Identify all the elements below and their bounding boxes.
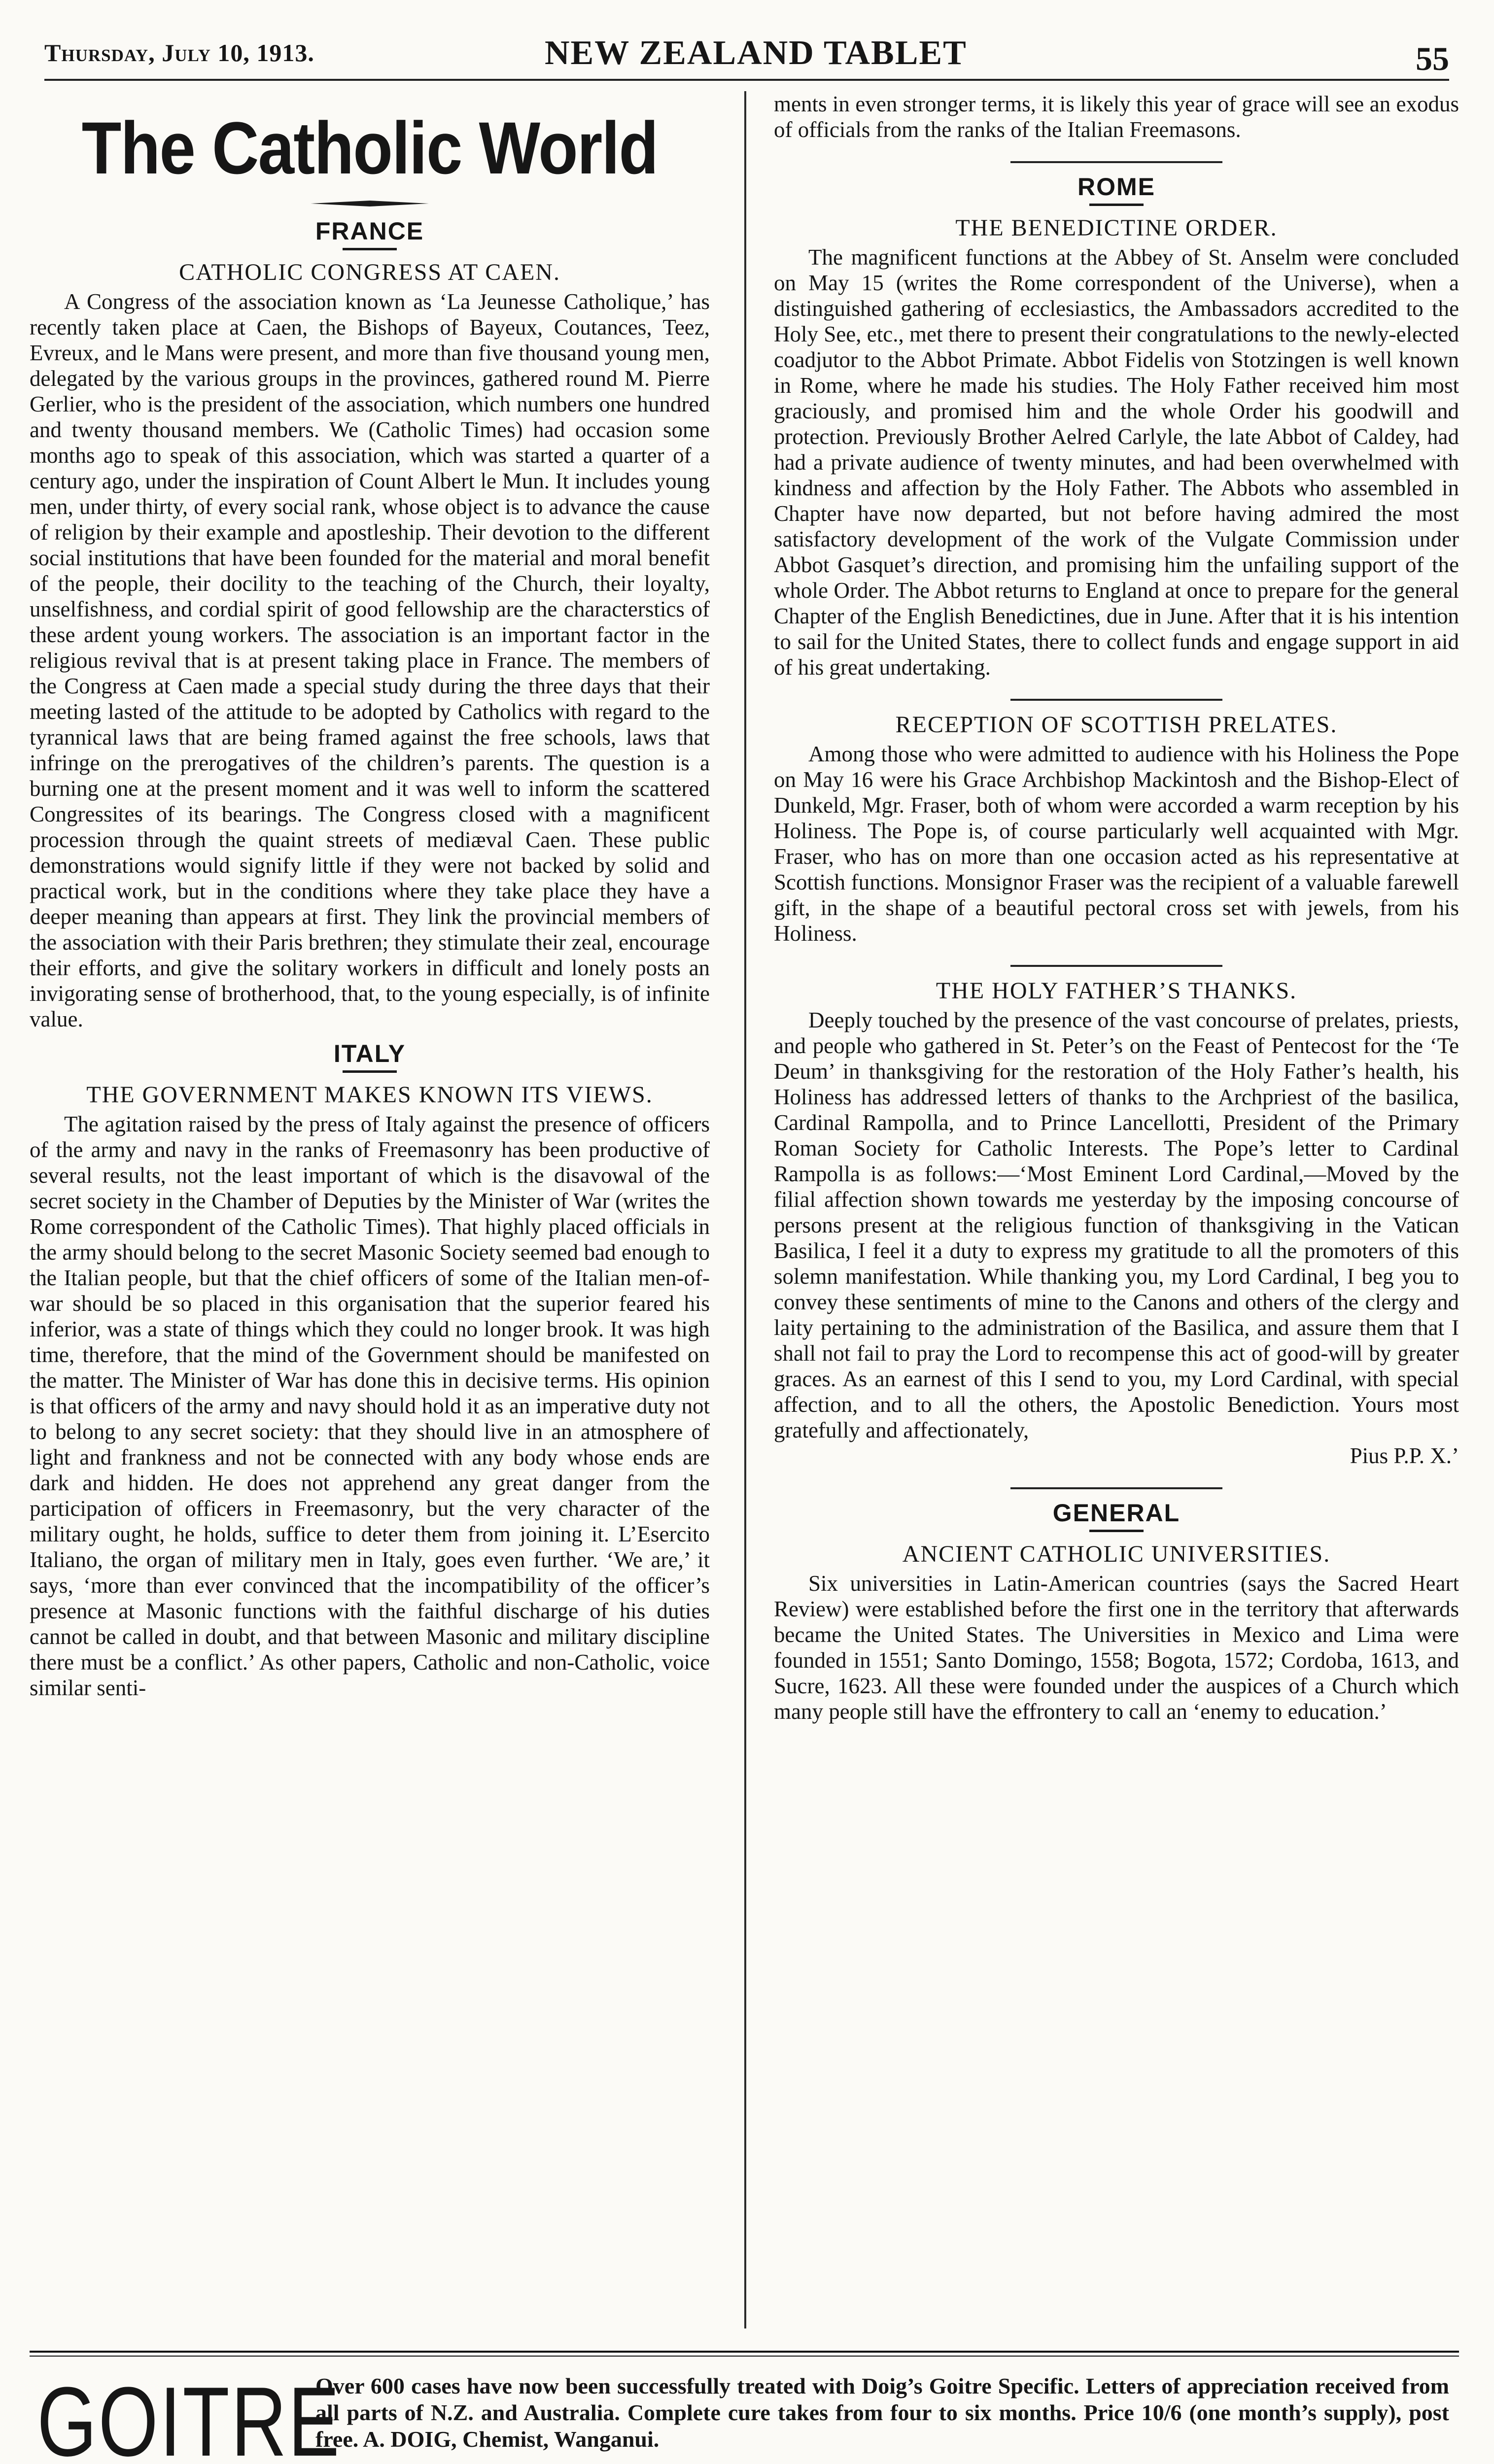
advert-body: Over 600 cases have now been successfully treated with Doig’s Goitre Specific. Letters of appreciation received from all parts of N.Z. and Australia. Complete cure takes from four to six months. Price 10/6 (one month’s supply), post free. A. DOIG, Chemist, Wanganui.	[315, 2373, 1449, 2452]
section-underline	[343, 1070, 397, 1073]
ornament-rule	[311, 200, 429, 207]
section-france: FRANCE	[315, 217, 424, 245]
article-rule	[1010, 965, 1222, 967]
section-general: GENERAL	[1052, 1499, 1181, 1527]
column-divider	[744, 91, 746, 2328]
issue-date: Thursday, July 10, 1913.	[44, 39, 314, 67]
article-rule	[1010, 161, 1222, 163]
right-column	[774, 91, 1459, 1724]
section-italy: ITALY	[333, 1040, 406, 1067]
article-body-benedictine: The magnificent functions at the Abbey of St. Anselm were concluded on May 15 (writes the Rome correspondent of the Universe), when a distinguished gathering of ecclesiastics, the Ambassadors accredited to the Holy See, etc., met there to present their congratulations to the newly-elected coadjutor to the Abbot Primate. Abbot Fidelis von Stotzingen is well known in Rome, where he made his studies. The Holy Father received him most graciously, and promised him and the whole Order his goodwill and protection. Previously Brother Aelred Carlyle, the late Abbot of Caldey, had had a private audience of twenty minutes, and had been overwhelmed with kindness and affection by the Holy Father. The Abbots who assembled in Chapter have now departed, but not before having admired the most satisfactory development of the work of the Vulgate Commission under Abbot Gasquet’s direction, and promising him the unfailing support of the whole Order. The Abbot returns to England at once to prepare for the general Chapter of the English Benedictines, due in June. After that it is his intention to sail for the United States, there to collect funds and engage support in aid of his great undertaking.	[774, 245, 1459, 680]
advert-rule-top-thin	[30, 2356, 1459, 2357]
section-underline	[343, 248, 397, 250]
newspaper-title: NEW ZEALAND TABLET	[545, 34, 967, 72]
article-rule	[1010, 699, 1222, 701]
section-underline	[1089, 204, 1144, 206]
article-body-caen: A Congress of the association known as ‘La Jeunesse Catholique,’ has recently taken place at Caen, the Bishops of Bayeux, Coutances, Teez, Evreux, and le Mans were present, and more than five thousand young men, delegated by the various groups in the provinces, gathered round M. Pierre Gerlier, who is the president of the association, which numbers one hundred and twenty thousand members. We (Catholic Times) had occasion some months ago to speak of this association, which was started a quarter of a century ago, under the inspiration of Count Albert le Mun. It includes young men, under thirty, of every social rank, whose object is to advance the cause of religion by their example and apostleship. Their devotion to the different social institutions that have been founded for the material and moral benefit of the people, their docility to the teaching of the Church, their loyalty, unselfishness, and cordial spirit of good fellowship are the characterstics of these ardent young workers. The association is an important factor in the religious revival that is at present taking place in France. The members of the Congress at Caen made a special study during the three days that their meeting lasted of the attitude to be adopted by Catholics with regard to the tyrannical laws that are being framed against the free schools, laws that infringe on the prerogatives of the children’s parents. The question is a burning one at the present moment and it was well to inform the scattered Congressites of its bearings. The Congress closed with a magnificent procession through the quaint streets of mediæval Caen. These public demonstrations would signify little if they were not backed by solid and practical work, but in the conditions where they take place they have a deeper meaning than appears at first. They link the provincial members of the association with their Paris brethren; they stimulate their zeal, encourage their efforts, and give the solitary workers in difficult and lonely posts an invigorating sense of brotherhood, that, to the young especially, is of infinite value.	[30, 289, 710, 1031]
section-underline	[1089, 1530, 1144, 1532]
article-heading-scottish: RECEPTION OF SCOTTISH PRELATES.	[895, 712, 1338, 738]
article-heading-universities: ANCIENT CATHOLIC UNIVERSITIES.	[902, 1541, 1331, 1567]
article-body-italy: The agitation raised by the press of Italy against the presence of officers of the army and navy in the ranks of Freemasonry has been productive of several results, not the least important of which is the disavowal of the secret society in the Chamber of Deputies by the Minister of War (writes the Rome correspondent of the Catholic Times). That highly placed officials in the army should belong to the secret Masonic Society seemed bad enough to the Italian people, but that the chief officers of some of the Italian men-of-war should be so placed in this organisation that the superior feared his inferior, was a state of things which they could no longer brook. It was high time, therefore, that the mind of the Government should be manifested on the matter. The Minister of War has done this in decisive terms. His opinion is that officers of the army and navy should hold it as an imperative duty not to belong to any secret society: that they should live in an atmosphere of light and frankness and not be connected with any body whose ends are dark and hidden. He does not apprehend any great danger from the participation of officers in Freemasonry, but the very character of the military ought, he holds, suffice to deter them from joining it. L’Esercito Italiano, the organ of military men in Italy, goes even further. ‘We are,’ it says, ‘more than ever convinced that the incompatibility of the officer’s presence at Masonic functions with the faithful discharge of his duties cannot be called in doubt, and that between Masonic and military discipline there must be a conflict.’ As other papers, Catholic and non-Catholic, voice similar senti-	[30, 1112, 710, 1700]
section-rome: ROME	[1077, 173, 1155, 201]
left-column	[30, 91, 710, 1701]
article-body-thanks: Deeply touched by the presence of the vast concourse of prelates, priests, and people who gathered in St. Peter’s on the Feast of Pentecost for the ‘Te Deum’ in thanksgiving for the restoration of the Holy Father’s health, his Holiness has addressed letters of thanks to the Archpriest of the basilica, Cardinal Rampolla, and to Prince Lancellotti, President of the Primary Roman Society for Catholic Interests. The Pope’s letter to Cardinal Rampolla is as follows:—‘Most Eminent Lord Cardinal,—Moved by the filial affection shown towards me yesterday by the imposing concourse of persons present at the religious function of thanksgiving in the Vatican Basilica, I feel it a duty to express my gratitude to all the promoters of this solemn manifestation. While thanking you, my Lord Cardinal, I beg you to convey these sentiments of mine to the Canons and others of the clergy and laity pertaining to the administration of the Basilica, and assure them that I shall not fail to pray the Lord to recompense this act of good-will by greater graces. As an earnest of this I send to you, my Lord Cardinal, with special affection, and to all the others, the Apostolic Benediction. Yours most gratefully and affectionately,	[774, 1008, 1459, 1442]
article-body-scottish: Among those who were admitted to audience with his Holiness the Pope on May 16 were his Grace Archbishop Mackintosh and the Bishop-Elect of Dunkeld, Mgr. Fraser, both of whom were accorded a warm reception by his Holiness. The Pope is, of course particularly well acquainted with Mgr. Fraser, who has on more than one occasion acted as his representative at Scottish functions. Monsignor Fraser was the recipient of a valuable farewell gift, in the shape of a beautiful pectoral cross set with jewels, from his Holiness.	[774, 742, 1459, 946]
article-heading-thanks: THE HOLY FATHER’S THANKS.	[936, 978, 1297, 1004]
article-heading-italy: THE GOVERNMENT MAKES KNOWN ITS VIEWS.	[86, 1082, 653, 1108]
advert-rule-top	[30, 2351, 1459, 2353]
article-rule	[1010, 1487, 1222, 1489]
page-header	[44, 25, 1449, 81]
page-number: 55	[1416, 40, 1449, 77]
masthead: The Catholic World	[81, 106, 658, 189]
article-body-universities: Six universities in Latin-American countries (says the Sacred Heart Review) were established before the first one in the territory that afterwards became the United States. The Universities in Mexico and Lima were founded in 1551; Santo Domingo, 1558; Bogota, 1572; Cordoba, 1613, and Sucre, 1623. All these were founded under the auspices of a Church which many people still have the effrontery to call an ‘enemy to education.’	[774, 1571, 1459, 1724]
continued-text: ments in even stronger terms, it is likely this year of grace will see an exodus of officials from the ranks of the Italian Freemasons.	[774, 92, 1459, 142]
article-heading-benedictine: THE BENEDICTINE ORDER.	[955, 215, 1278, 241]
advert-headline: GOITRE	[37, 2367, 341, 2464]
papal-signature: Pius P.P. X.’	[1350, 1443, 1459, 1468]
article-heading-caen: CATHOLIC CONGRESS AT CAEN.	[179, 259, 560, 285]
